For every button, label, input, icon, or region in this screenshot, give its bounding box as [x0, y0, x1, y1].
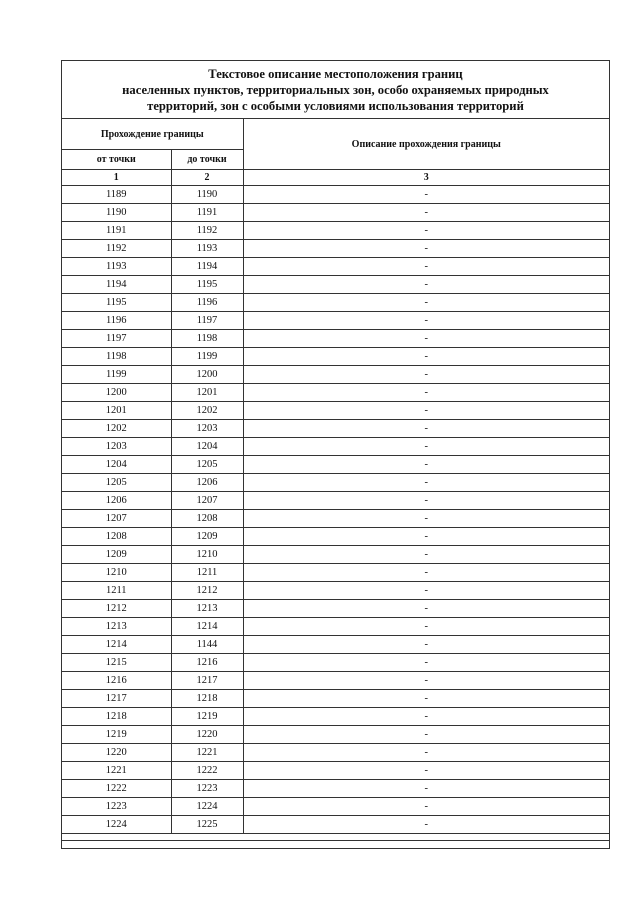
- cell-from: 1189: [62, 186, 171, 204]
- cell-desc: -: [243, 222, 609, 240]
- title-line-2: населенных пунктов, территориальных зон, особо охраняемых природных: [122, 83, 549, 97]
- cell-from: 1208: [62, 528, 171, 546]
- table-row: [62, 474, 609, 492]
- table-row: [62, 762, 609, 780]
- cell-from: 1215: [62, 654, 171, 672]
- cell-desc: -: [243, 654, 609, 672]
- cell-to: 1207: [171, 492, 243, 510]
- cell-from: 1211: [62, 582, 171, 600]
- table-row: [62, 186, 609, 204]
- cell-desc: -: [243, 492, 609, 510]
- cell-from: 1222: [62, 780, 171, 798]
- cell-from: 1205: [62, 474, 171, 492]
- cell-desc: -: [243, 258, 609, 276]
- cell-to: 1194: [171, 258, 243, 276]
- cell-from: 1195: [62, 294, 171, 312]
- title-line-1: Текстовое описание местоположения границ: [208, 67, 463, 81]
- table-row: [62, 780, 609, 798]
- cell-desc: -: [243, 582, 609, 600]
- cell-desc: -: [243, 636, 609, 654]
- cell-from: 1199: [62, 366, 171, 384]
- cell-desc: -: [243, 402, 609, 420]
- table-row: [62, 654, 609, 672]
- table-row: [62, 348, 609, 366]
- cell-to: 1222: [171, 762, 243, 780]
- cell-from: 1197: [62, 330, 171, 348]
- cell-from: 1210: [62, 564, 171, 582]
- table-row: [62, 690, 609, 708]
- cell-desc: -: [243, 726, 609, 744]
- cell-from: 1219: [62, 726, 171, 744]
- cell-from: 1202: [62, 420, 171, 438]
- cell-from: 1213: [62, 618, 171, 636]
- cell-desc: -: [243, 276, 609, 294]
- cell-desc: -: [243, 816, 609, 834]
- cell-to: 1217: [171, 672, 243, 690]
- cell-desc: -: [243, 294, 609, 312]
- header-col-number-3: 3: [243, 170, 609, 186]
- header-description: Описание прохождения границы: [243, 119, 609, 170]
- table-row: [62, 528, 609, 546]
- table-row: [62, 582, 609, 600]
- cell-desc: -: [243, 204, 609, 222]
- cell-desc: -: [243, 600, 609, 618]
- cell-from: 1193: [62, 258, 171, 276]
- cell-from: 1220: [62, 744, 171, 762]
- cell-from: 1209: [62, 546, 171, 564]
- cell-desc: -: [243, 384, 609, 402]
- table-row: [62, 510, 609, 528]
- cell-desc: -: [243, 762, 609, 780]
- cell-to: 1144: [171, 636, 243, 654]
- cell-desc: -: [243, 672, 609, 690]
- table-row: [62, 312, 609, 330]
- cell-from: 1204: [62, 456, 171, 474]
- cell-desc: -: [243, 528, 609, 546]
- cell-to: 1220: [171, 726, 243, 744]
- header-from-point: от точки: [62, 150, 171, 170]
- cell-to: 1201: [171, 384, 243, 402]
- cell-from: 1223: [62, 798, 171, 816]
- table-row: [62, 726, 609, 744]
- cell-desc: -: [243, 744, 609, 762]
- header-col-number-2: 2: [171, 170, 243, 186]
- cell-to: 1209: [171, 528, 243, 546]
- table-row: [62, 240, 609, 258]
- cell-to: 1208: [171, 510, 243, 528]
- cell-desc: -: [243, 438, 609, 456]
- table-row: [62, 402, 609, 420]
- cell-from: 1224: [62, 816, 171, 834]
- table-body: [62, 186, 609, 834]
- cell-to: 1218: [171, 690, 243, 708]
- cell-to: 1224: [171, 798, 243, 816]
- cell-from: 1221: [62, 762, 171, 780]
- cell-from: 1190: [62, 204, 171, 222]
- document-frame: [61, 60, 610, 849]
- table-row: [62, 330, 609, 348]
- cell-to: 1205: [171, 456, 243, 474]
- cell-desc: -: [243, 186, 609, 204]
- cell-from: 1203: [62, 438, 171, 456]
- cell-from: 1200: [62, 384, 171, 402]
- cell-to: 1211: [171, 564, 243, 582]
- cell-desc: -: [243, 330, 609, 348]
- cell-from: 1196: [62, 312, 171, 330]
- cell-from: 1191: [62, 222, 171, 240]
- cell-to: 1213: [171, 600, 243, 618]
- table-row: [62, 384, 609, 402]
- table-row: [62, 276, 609, 294]
- cell-from: 1206: [62, 492, 171, 510]
- cell-to: 1195: [171, 276, 243, 294]
- cell-to: 1223: [171, 780, 243, 798]
- cell-desc: -: [243, 474, 609, 492]
- cell-desc: -: [243, 456, 609, 474]
- header-to-point: до точки: [171, 150, 243, 170]
- boundary-table: [62, 119, 609, 834]
- header-col-number-1: 1: [62, 170, 171, 186]
- cell-desc: -: [243, 366, 609, 384]
- cell-to: 1197: [171, 312, 243, 330]
- cell-to: 1196: [171, 294, 243, 312]
- cell-to: 1200: [171, 366, 243, 384]
- cell-desc: -: [243, 240, 609, 258]
- cell-to: 1221: [171, 744, 243, 762]
- cell-desc: -: [243, 690, 609, 708]
- cell-to: 1219: [171, 708, 243, 726]
- cell-to: 1216: [171, 654, 243, 672]
- cell-from: 1194: [62, 276, 171, 294]
- table-row: [62, 222, 609, 240]
- table-row: [62, 492, 609, 510]
- cell-to: 1199: [171, 348, 243, 366]
- table-row: [62, 438, 609, 456]
- cell-desc: -: [243, 798, 609, 816]
- cell-desc: -: [243, 546, 609, 564]
- table-row: [62, 456, 609, 474]
- cell-to: 1202: [171, 402, 243, 420]
- cell-desc: -: [243, 564, 609, 582]
- cell-from: 1192: [62, 240, 171, 258]
- cell-to: 1225: [171, 816, 243, 834]
- table-row: [62, 618, 609, 636]
- table-row: [62, 258, 609, 276]
- cell-from: 1207: [62, 510, 171, 528]
- cell-desc: -: [243, 780, 609, 798]
- table-row: [62, 600, 609, 618]
- cell-to: 1203: [171, 420, 243, 438]
- cell-to: 1193: [171, 240, 243, 258]
- cell-desc: -: [243, 708, 609, 726]
- cell-from: 1218: [62, 708, 171, 726]
- header-boundary-passage: Прохождение границы: [62, 119, 243, 150]
- cell-desc: -: [243, 420, 609, 438]
- table-row: [62, 636, 609, 654]
- bottom-divider: [62, 840, 609, 841]
- table-row: [62, 564, 609, 582]
- cell-to: 1214: [171, 618, 243, 636]
- document-title: [62, 61, 609, 119]
- cell-desc: -: [243, 348, 609, 366]
- table-row: [62, 294, 609, 312]
- cell-to: 1192: [171, 222, 243, 240]
- cell-to: 1212: [171, 582, 243, 600]
- cell-desc: -: [243, 312, 609, 330]
- cell-to: 1210: [171, 546, 243, 564]
- title-line-3: территорий, зон с особыми условиями использования территорий: [147, 99, 524, 113]
- cell-to: 1191: [171, 204, 243, 222]
- table-row: [62, 744, 609, 762]
- cell-from: 1201: [62, 402, 171, 420]
- table-row: [62, 420, 609, 438]
- table-row: [62, 204, 609, 222]
- cell-to: 1204: [171, 438, 243, 456]
- cell-desc: -: [243, 618, 609, 636]
- table-row: [62, 708, 609, 726]
- cell-to: 1206: [171, 474, 243, 492]
- table-row: [62, 798, 609, 816]
- cell-from: 1216: [62, 672, 171, 690]
- cell-to: 1198: [171, 330, 243, 348]
- cell-from: 1214: [62, 636, 171, 654]
- table-row: [62, 672, 609, 690]
- cell-from: 1212: [62, 600, 171, 618]
- cell-from: 1217: [62, 690, 171, 708]
- cell-to: 1190: [171, 186, 243, 204]
- table-row: [62, 816, 609, 834]
- cell-desc: -: [243, 510, 609, 528]
- table-row: [62, 366, 609, 384]
- cell-from: 1198: [62, 348, 171, 366]
- table-row: [62, 546, 609, 564]
